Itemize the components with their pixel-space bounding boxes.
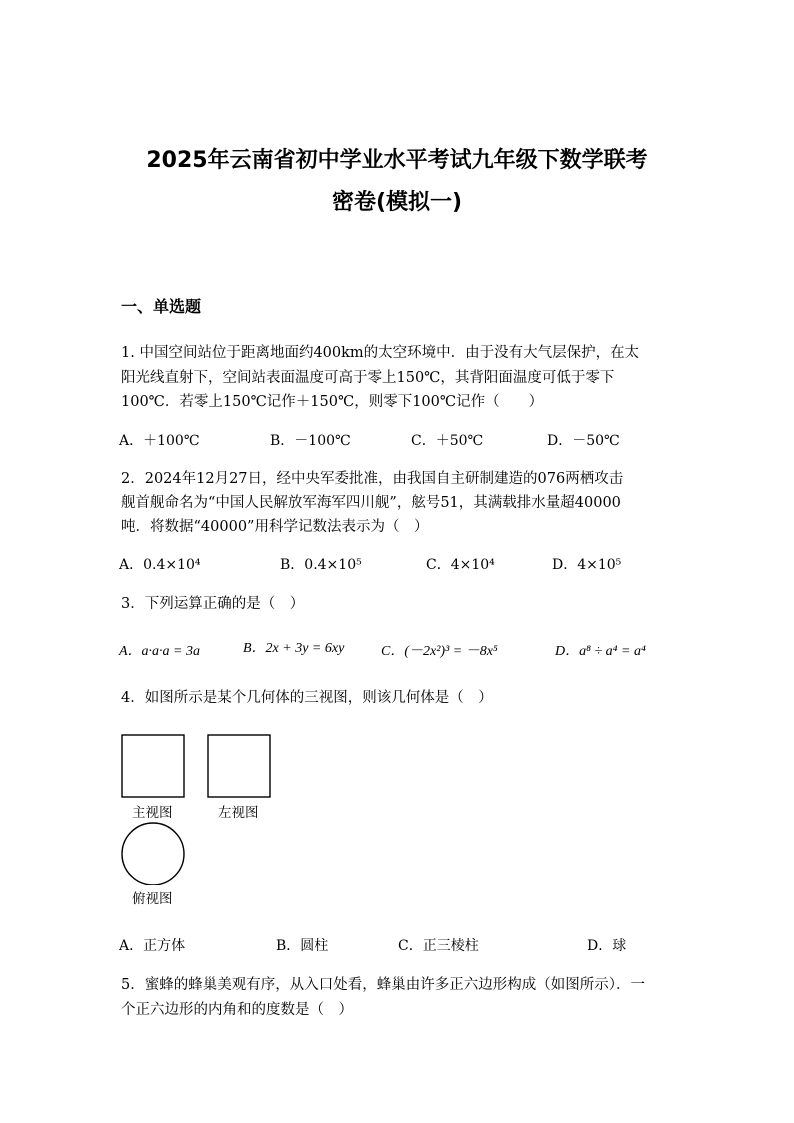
q4-option-c: C．正三棱柱 <box>398 938 479 954</box>
question-2-line-1: 2．2024年12月27日，经中央军委批准，由我国自主研制建造的076两栖攻击 <box>121 471 624 487</box>
q1-option-b: B．－100℃ <box>270 433 351 449</box>
q4-option-a: A．正方体 <box>119 938 186 954</box>
side-view-label: 左视图 <box>218 805 259 821</box>
q1-option-d: D．－50℃ <box>547 433 620 449</box>
question-5-line-1: 5．蜜蜂的蜂巢美观有序，从入口处看，蜂巢由许多正六边形构成（如图所示）．一 <box>121 977 645 993</box>
question-4-text: 4．如图所示是某个几何体的三视图，则该几何体是（ ） <box>121 690 493 706</box>
question-3-text: 3．下列运算正确的是（ ） <box>121 596 305 612</box>
front-view-square <box>122 735 184 797</box>
section-heading: 一、单选题 <box>121 297 202 316</box>
q2-option-d: D．4×10⁵ <box>552 557 622 573</box>
q3-option-b: B．2x + 3y = 6xy <box>243 641 345 656</box>
q2-option-c: C．4×10⁴ <box>426 557 495 573</box>
question-1-line-1: 1. 中国空间站位于距离地面约400km的太空环境中．由于没有大气层保护，在太 <box>121 345 640 361</box>
q2-option-b: B．0.4×10⁵ <box>280 557 362 573</box>
q2-option-a: A．0.4×10⁴ <box>119 557 201 573</box>
exam-title-line2: 密卷(模拟一) <box>331 190 463 215</box>
q3-option-d: D．a⁸ ÷ a⁴ = a⁴ <box>555 644 646 659</box>
question-2-line-2: 舰首舰命名为“中国人民解放军海军四川舰”，舷号51，其满载排水量超40000 <box>121 495 621 511</box>
side-view-square <box>208 735 270 797</box>
q3-option-a: A．a·a·a = 3a <box>119 644 200 659</box>
top-view-label: 俯视图 <box>132 891 173 907</box>
question-2-line-3: 吨．将数据“40000”用科学记数法表示为（ ） <box>121 519 429 535</box>
question-1-line-3: 100℃．若零上150℃记作＋150℃，则零下100℃记作（ ） <box>121 394 544 410</box>
q1-option-a: A．＋100℃ <box>119 433 200 449</box>
exam-title-line1: 2025年云南省初中学业水平考试九年级下数学联考 <box>146 148 648 173</box>
q4-option-b: B．圆柱 <box>276 938 329 954</box>
question-1-line-2: 阳光线直射下，空间站表面温度可高于零上150℃，其背阳面温度可低于零下 <box>121 370 615 386</box>
front-view-label: 主视图 <box>132 805 173 821</box>
q3-option-c: C．(－2x²)³ = －8x⁵ <box>381 644 498 659</box>
top-view-circle <box>122 823 184 885</box>
q4-option-d: D．球 <box>587 938 627 954</box>
q1-option-c: C．＋50℃ <box>411 433 484 449</box>
question-5-line-2: 个正六边形的内角和的度数是（ ） <box>121 1002 353 1018</box>
